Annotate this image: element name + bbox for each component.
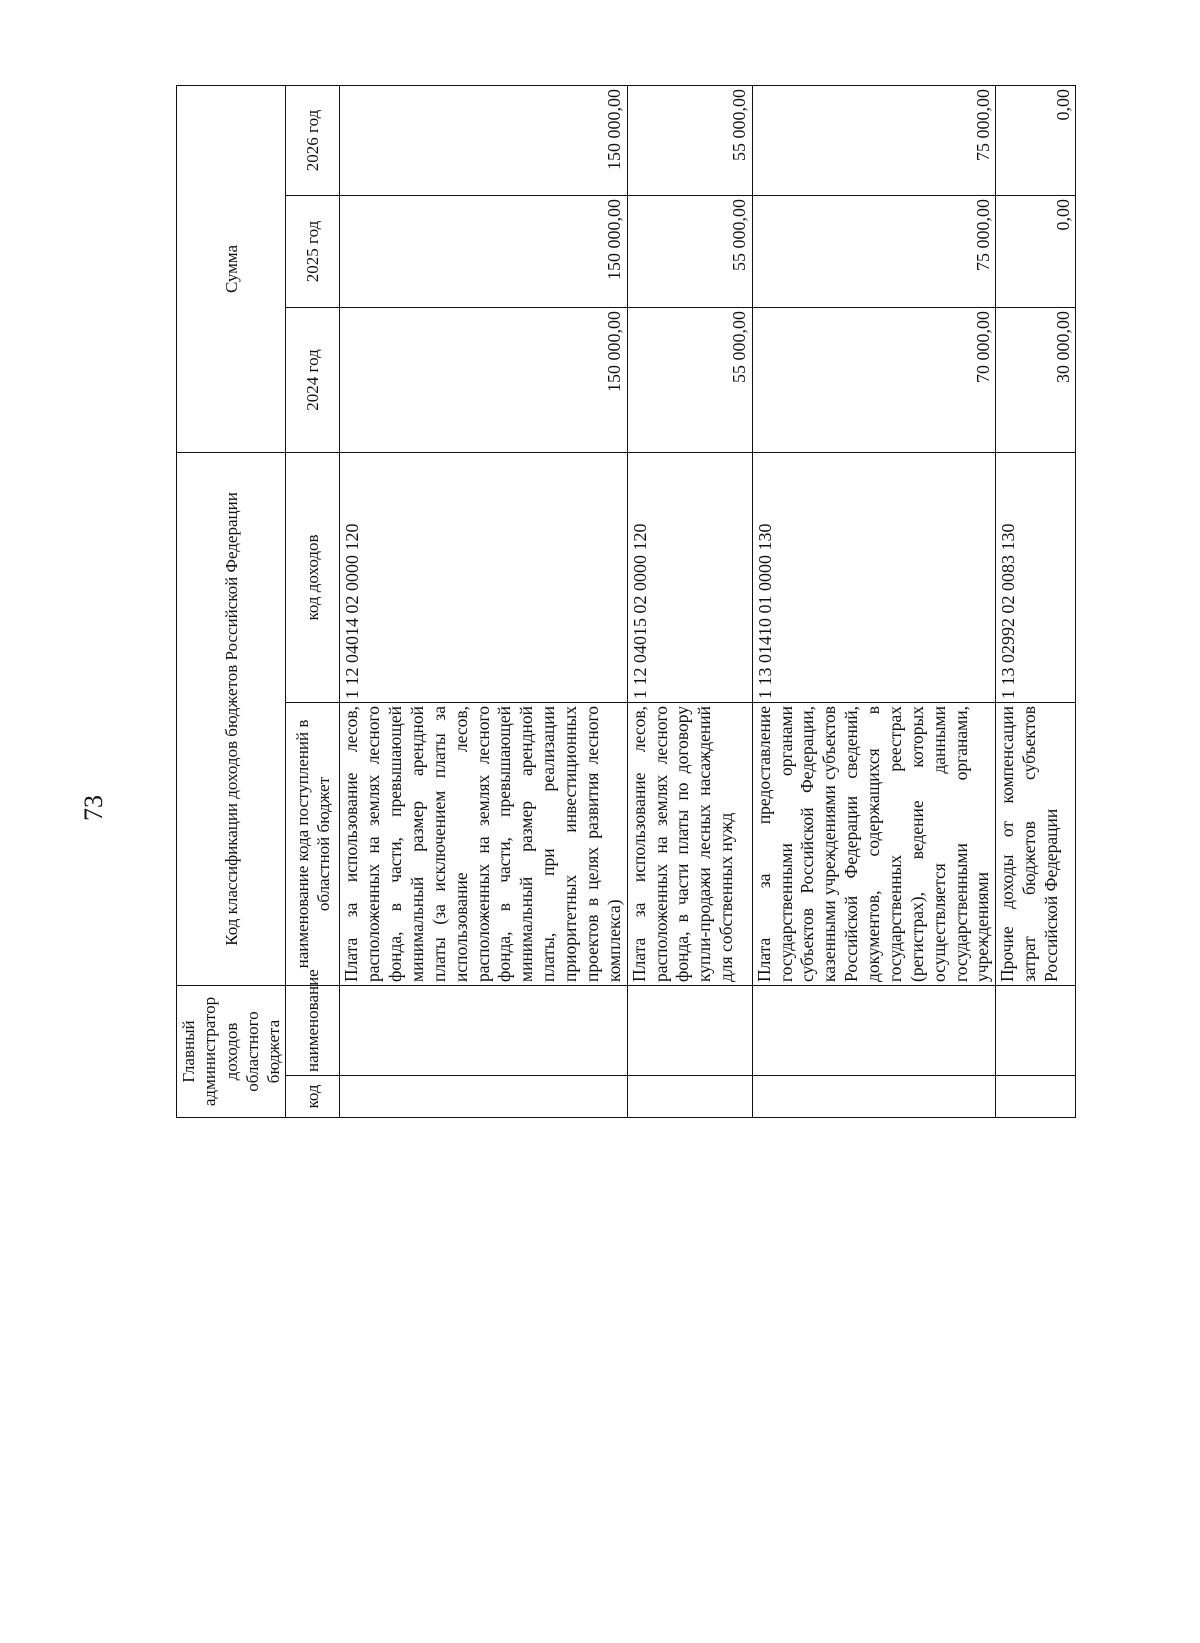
- table-row: [996, 85, 1076, 1117]
- header-admin-code: код: [286, 1076, 340, 1118]
- admin-code-cell: [752, 1076, 996, 1118]
- amount-2026-cell: 55 000,00: [627, 85, 752, 195]
- amount-2026-cell: 150 000,00: [340, 85, 627, 195]
- admin-code-cell: [627, 1076, 752, 1118]
- admin-name-cell: [627, 986, 752, 1076]
- header-classification-group: Код классификации доходов бюджетов Российской Федерации: [177, 452, 286, 985]
- header-sum-group: Сумма: [177, 85, 286, 452]
- header-admin-group: Главный администратор доходов областного бюджета: [177, 986, 286, 1118]
- amount-2025-cell: 75 000,00: [752, 195, 996, 307]
- income-name-cell: Прочие доходы от компенсации затрат бюджетов субъектов Российской Федерации: [996, 703, 1076, 986]
- header-year-2024: 2024 год: [286, 307, 340, 452]
- income-name-cell: Плата за использование лесов, расположенных на землях лесного фонда, в части, превышающей минимальный размер арендной платы (за исключением платы за использование лесов, расположенных на землях лесного фонда, в части, превышающей минимальный размер арендной платы, при реализации приоритетных инвестиционных проектов в целях развития лесного комплекса): [340, 703, 627, 986]
- header-admin-name: наименование: [286, 986, 340, 1076]
- amount-2025-cell: 55 000,00: [627, 195, 752, 307]
- admin-name-cell: [996, 986, 1076, 1076]
- amount-2026-cell: 0,00: [996, 85, 1076, 195]
- table-row: [340, 85, 627, 1117]
- amount-2026-cell: 75 000,00: [752, 85, 996, 195]
- income-name-cell: Плата за предоставление государственными органами субъектов Российской Федерации, казенными учреждениями субъектов Российской Федерации сведений, документов, содержащихся в государственных реестрах (регистрах), ведение которых осуществляется данными государственными органами, учреждениями: [752, 703, 996, 986]
- amount-2024-cell: 30 000,00: [996, 307, 1076, 452]
- income-code-cell: 1 13 01410 01 0000 130: [752, 452, 996, 702]
- table-row: [627, 85, 752, 1117]
- admin-code-cell: [996, 1076, 1076, 1118]
- income-classification-table: [176, 85, 1076, 1118]
- header-income-name: наименование кода поступлений в областной бюджет: [286, 703, 340, 986]
- income-name-cell: Плата за использование лесов, расположенных на землях лесного фонда, в части платы по договору купли-продажи лесных насаждений для собственных нужд: [627, 703, 752, 986]
- income-code-cell: 1 13 02992 02 0083 130: [996, 452, 1076, 702]
- admin-name-cell: [340, 986, 627, 1076]
- table-row: [752, 85, 996, 1117]
- rotated-table-container: [176, 86, 1073, 1118]
- header-year-2025: 2025 год: [286, 195, 340, 307]
- header-income-code: код доходов: [286, 452, 340, 702]
- amount-2024-cell: 55 000,00: [627, 307, 752, 452]
- amount-2025-cell: 0,00: [996, 195, 1076, 307]
- income-code-cell: 1 12 04015 02 0000 120: [627, 452, 752, 702]
- page-number: 73: [79, 795, 108, 821]
- admin-code-cell: [340, 1076, 627, 1118]
- amount-2025-cell: 150 000,00: [340, 195, 627, 307]
- amount-2024-cell: 70 000,00: [752, 307, 996, 452]
- admin-name-cell: [752, 986, 996, 1076]
- header-year-2026: 2026 год: [286, 85, 340, 195]
- income-code-cell: 1 12 04014 02 0000 120: [340, 452, 627, 702]
- amount-2024-cell: 150 000,00: [340, 307, 627, 452]
